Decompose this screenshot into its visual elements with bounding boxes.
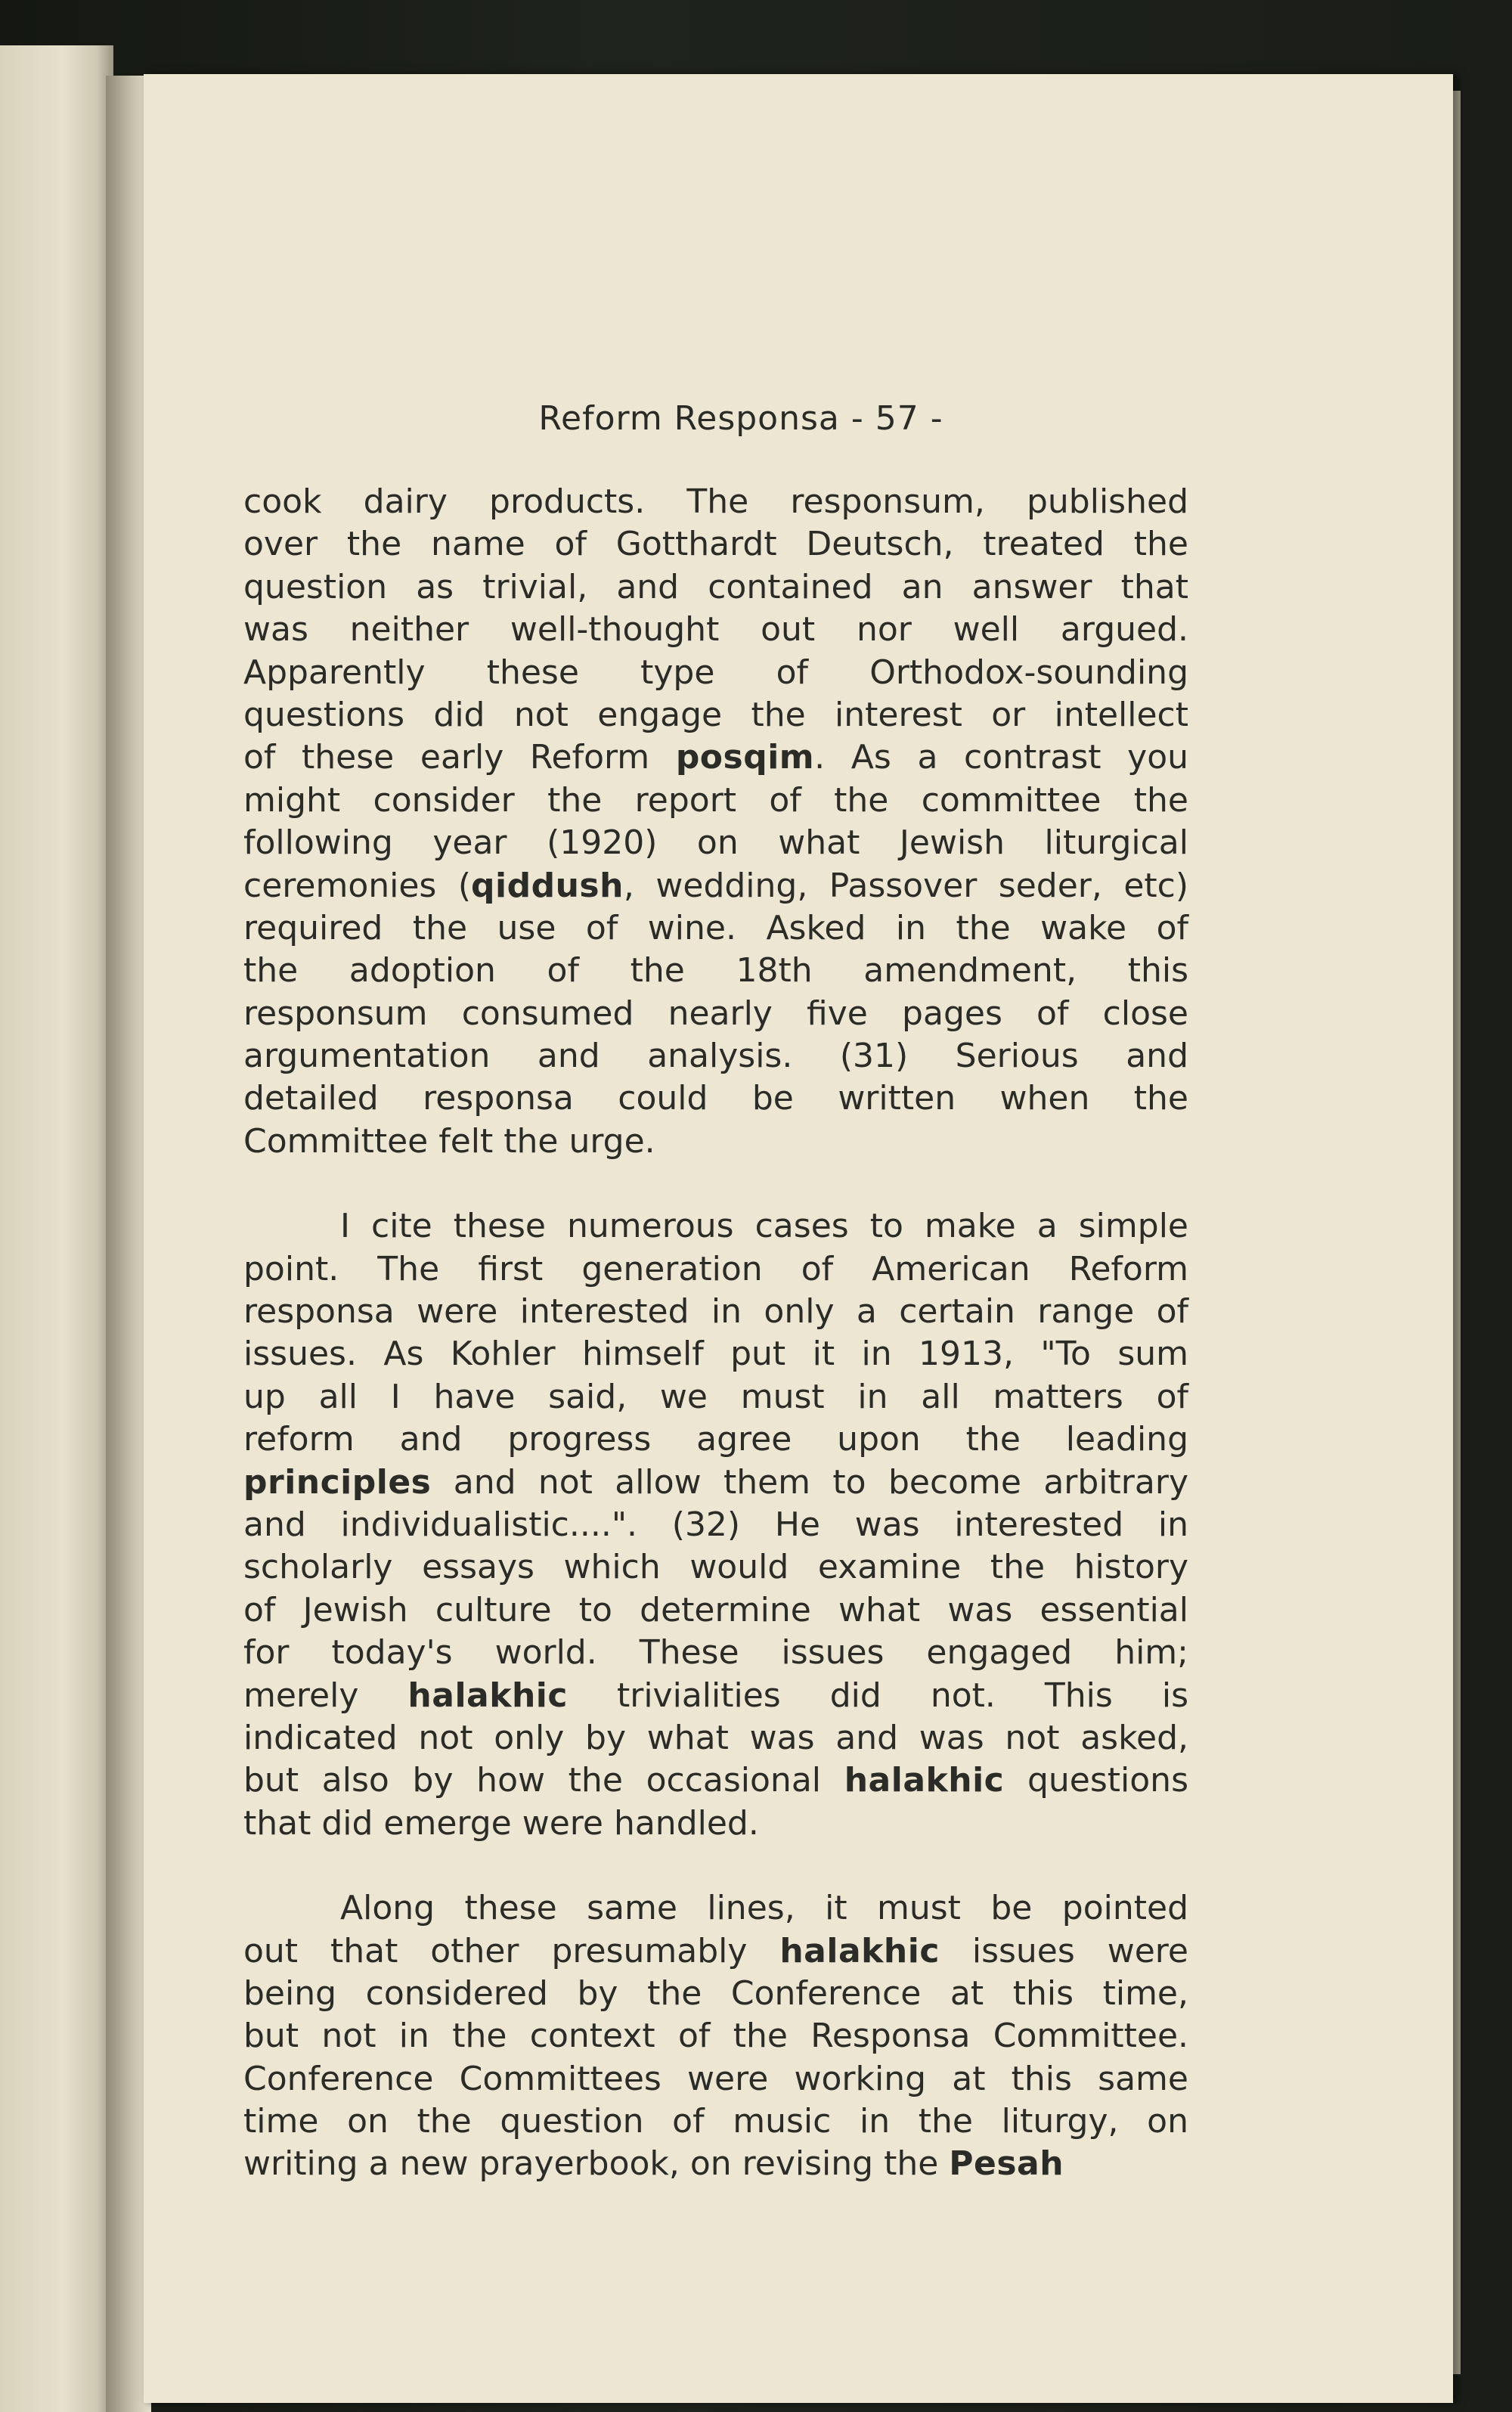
text-run: question as trivial, and contained an answer that xyxy=(243,567,1188,606)
text-run: but not in the context of the Responsa Committee. xyxy=(243,2017,1188,2056)
text-line xyxy=(243,1077,1188,1120)
text-line xyxy=(243,2058,1188,2100)
paragraph-2 xyxy=(243,1205,1188,1845)
text-run: . As a contrast you xyxy=(814,738,1188,777)
text-run: ceremonies ( xyxy=(243,866,471,905)
bold-term: qiddush xyxy=(471,866,624,905)
text-run: the adoption of the 18th amendment, this xyxy=(243,951,1188,991)
text-line xyxy=(243,1121,1188,1163)
text-run: , wedding, Passover seder, etc) xyxy=(623,866,1188,905)
text-run: issues. As Kohler himself put it in 1913, "To sum xyxy=(243,1335,1188,1374)
text-line xyxy=(243,609,1188,651)
text-line xyxy=(243,822,1188,864)
bold-term: halakhic xyxy=(844,1761,1005,1800)
text-line xyxy=(243,1546,1188,1589)
text-line xyxy=(243,1462,1188,1504)
text-line xyxy=(243,1759,1188,1802)
left-page-edge xyxy=(0,45,113,2412)
text-line xyxy=(243,1418,1188,1461)
book-page xyxy=(144,74,1453,2403)
text-line xyxy=(243,1333,1188,1375)
text-line xyxy=(243,1973,1188,2015)
text-run: Apparently these type of Orthodox-sounding xyxy=(243,653,1188,692)
text-line xyxy=(243,481,1188,523)
text-run: cook dairy products. The responsum, published xyxy=(243,482,1188,521)
text-run: of these early Reform xyxy=(243,738,676,777)
text-run: Committee felt the urge. xyxy=(243,1121,655,1161)
text-run: and not allow them to become arbitrary xyxy=(431,1462,1188,1502)
text-line xyxy=(243,1504,1188,1546)
bold-term: Pesah xyxy=(949,2144,1064,2184)
text-run: issues were xyxy=(939,1931,1188,1970)
text-run: of Jewish culture to determine what was essential xyxy=(243,1590,1188,1629)
text-run: writing a new prayerbook, on revising the xyxy=(243,2144,950,2184)
text-line xyxy=(243,566,1188,609)
text-line xyxy=(243,780,1188,822)
text-line xyxy=(243,1248,1188,1291)
text-run: responsa were interested in only a certain range of xyxy=(243,1292,1188,1332)
text-line xyxy=(243,1291,1188,1333)
text-run: time on the question of music in the liturgy, on xyxy=(243,2102,1188,2141)
text-line xyxy=(243,1675,1188,1717)
text-run: that did emerge were handled. xyxy=(243,1803,759,1843)
text-run: responsum consumed nearly five pages of close xyxy=(243,994,1188,1033)
text-run: I cite these numerous cases to make a simple xyxy=(340,1207,1188,1246)
text-line xyxy=(243,652,1188,694)
body-text xyxy=(243,481,1188,2186)
text-line xyxy=(243,1589,1188,1632)
text-line xyxy=(243,993,1188,1035)
running-header: Reform Responsa - 57 - xyxy=(538,399,943,438)
text-line xyxy=(243,907,1188,950)
text-run: trivialities did not. This is xyxy=(567,1676,1188,1715)
bold-term: posqim xyxy=(675,738,815,777)
text-run: merely xyxy=(243,1676,408,1715)
text-run: Along these same lines, it must be pointed xyxy=(340,1889,1188,1928)
text-run: out that other presumably xyxy=(243,1931,780,1970)
text-line xyxy=(243,1035,1188,1077)
text-run: and individualistic....". (32) He was interested in xyxy=(243,1505,1188,1544)
text-line xyxy=(243,2143,1188,2185)
text-line xyxy=(243,1803,1188,1845)
text-line xyxy=(243,1376,1188,1418)
text-line xyxy=(243,2015,1188,2057)
text-line xyxy=(243,950,1188,992)
text-run: required the use of wine. Asked in the wake of xyxy=(243,908,1188,947)
bold-term: principles xyxy=(243,1462,432,1502)
text-line xyxy=(243,1930,1188,1973)
text-run: but also by how the occasional xyxy=(243,1761,844,1800)
text-run: questions did not engage the interest or intellect xyxy=(243,695,1188,734)
bold-term: halakhic xyxy=(779,1931,940,1970)
text-line xyxy=(243,1205,1188,1248)
paragraph-3 xyxy=(243,1887,1188,2186)
text-line xyxy=(243,1717,1188,1759)
text-run: scholarly essays which would examine the history xyxy=(243,1548,1188,1587)
text-run: reform and progress agree upon the leading xyxy=(243,1420,1188,1459)
page-right-edge xyxy=(1453,91,1461,2374)
text-line xyxy=(243,2100,1188,2143)
text-line xyxy=(243,694,1188,736)
text-run: Conference Committees were working at this same xyxy=(243,2059,1188,2098)
text-run: detailed responsa could be written when the xyxy=(243,1079,1188,1118)
text-run: might consider the report of the committee the xyxy=(243,780,1188,820)
text-run: questions xyxy=(1004,1761,1188,1800)
text-run: over the name of Gotthardt Deutsch, treated the xyxy=(243,525,1188,564)
text-run: point. The first generation of American Reform xyxy=(243,1249,1188,1288)
text-run: following year (1920) on what Jewish liturgical xyxy=(243,823,1188,863)
text-run: argumentation and analysis. (31) Serious and xyxy=(243,1037,1188,1076)
text-line xyxy=(243,736,1188,779)
text-run: indicated not only by what was and was not asked, xyxy=(243,1718,1188,1757)
text-line xyxy=(243,865,1188,907)
text-line xyxy=(243,1632,1188,1674)
text-line xyxy=(243,1887,1188,1930)
text-run: being considered by the Conference at this time, xyxy=(243,1973,1188,2013)
paragraph-1 xyxy=(243,481,1188,1163)
bold-term: halakhic xyxy=(407,1676,568,1715)
text-run: was neither well-thought out nor well argued. xyxy=(243,610,1188,650)
text-run: for today's world. These issues engaged him; xyxy=(243,1633,1188,1673)
text-line xyxy=(243,523,1188,566)
text-run: up all I have said, we must in all matters of xyxy=(243,1377,1188,1416)
